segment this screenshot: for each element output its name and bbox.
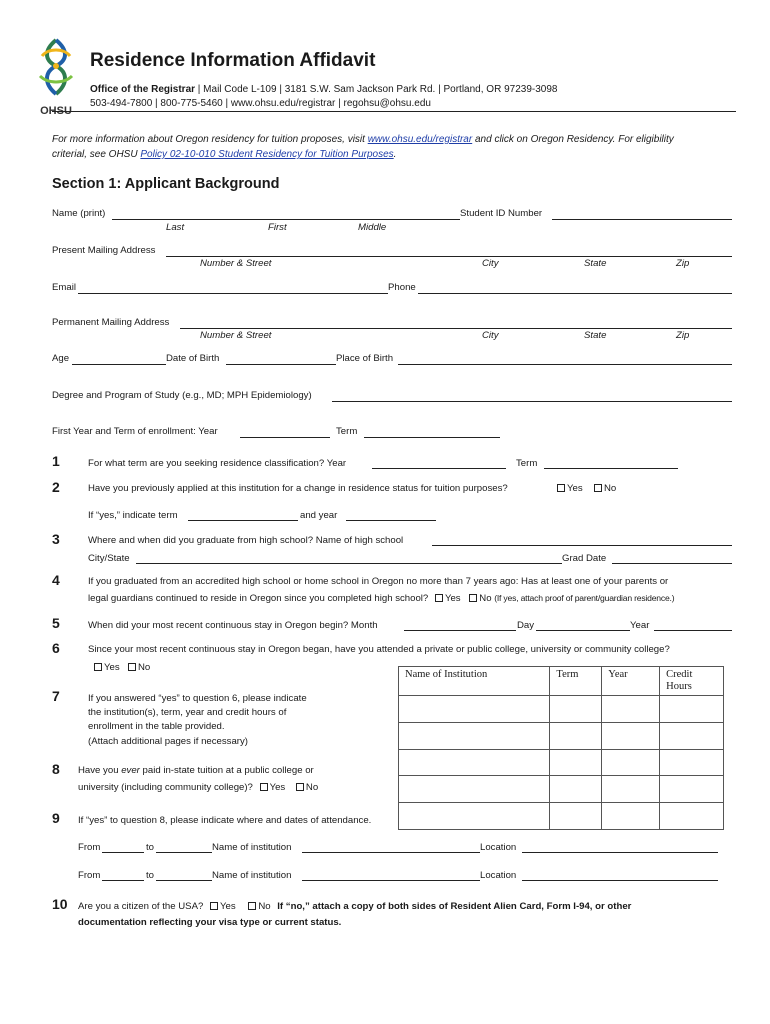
q5-text: When did your most recent continuous stay in Oregon begin? Month [88,620,378,631]
table-cell[interactable] [399,803,550,830]
q1-term-field[interactable] [544,468,678,469]
table-cell[interactable] [602,696,660,723]
q8-number: 8 [52,761,60,777]
from-field-2[interactable] [102,880,144,881]
table-cell[interactable] [550,803,602,830]
q10-bold-1: If “no,” attach a copy of both sides of Resident Alien Card, Form I-94, or other [277,901,632,912]
q2-year-field[interactable] [346,520,436,521]
q10-line-1 [78,901,631,912]
table-cell[interactable] [399,776,550,803]
state-caption: State [584,258,607,269]
q2-yes-option[interactable] [557,483,583,494]
table-row [399,696,724,723]
q5-number: 5 [52,615,60,631]
table-cell[interactable] [602,776,660,803]
student-id-label: Student ID Number [460,208,543,219]
institution-table [398,666,724,830]
q4-no-checkbox[interactable] [469,594,477,602]
q4-yes-label: Yes [444,593,461,604]
intro-text-3: criterial, see OHSU [52,149,141,160]
logo-text: OHSU [40,105,72,117]
q6-yes-option[interactable] [94,662,120,673]
q8-no-label: No [305,782,319,793]
first-caption: First [268,222,287,233]
q2-term-field[interactable] [188,520,298,521]
q2-number: 2 [52,479,60,495]
q3-city-state-field[interactable] [136,563,562,564]
q3-school-field[interactable] [432,545,732,546]
degree-field[interactable] [332,401,732,402]
q2-no-option[interactable] [594,483,616,494]
header-contact: 503-494-7800 | 800-775-5460 | www.ohsu.edu/registrar | regohsu@ohsu.edu [90,98,431,109]
q7-line-3: enrollment in the table provided. [88,721,225,732]
q10-no-label: No [258,901,271,912]
q7-line-2: the institution(s), term, year and credit hours of [88,707,287,718]
mailing-label: Present Mailing Address [52,245,156,256]
pob-label: Place of Birth [336,353,394,364]
q1-year-field[interactable] [372,468,506,469]
header-rule [52,111,736,112]
q2-yes-label: Yes [567,483,583,494]
q6-no-checkbox[interactable] [128,663,136,671]
institution-field-1[interactable] [302,852,480,853]
phone-label: Phone [388,282,416,293]
q8-line-1 [78,765,314,776]
header-year: Year [602,667,660,696]
first-year-label: First Year and Term of enrollment: Year [52,426,218,437]
q4-number: 4 [52,572,60,588]
city-caption: City [482,258,499,269]
header-address [90,84,557,95]
name-field[interactable] [112,219,460,220]
q7-line-1: If you answered “yes” to question 6, please indicate [88,693,307,704]
section-1-title: Section 1: Applicant Background [52,176,280,192]
q2-no-checkbox[interactable] [594,484,602,492]
q2-no-label: No [604,483,617,494]
q3-city-state-label: City/State [88,553,130,564]
q2-text: Have you previously applied at this institution for a change in residence status for tuition purposes? [88,483,508,494]
page-title: Residence Information Affidavit [90,50,376,71]
first-year-field[interactable] [240,437,330,438]
age-field[interactable] [72,364,166,365]
q10-line-2: documentation reflecting your visa type or current status. [78,917,342,928]
intro-line-2 [52,149,396,160]
location-label-2: Location [480,870,517,881]
table-cell[interactable] [660,776,724,803]
table-cell[interactable] [660,749,724,776]
q9-text: If “yes” to question 8, please indicate where and dates of attendance. [78,815,372,826]
city-caption-2: City [482,330,499,341]
from-label-2: From [78,870,101,881]
to-field-1[interactable] [156,852,212,853]
q10-number: 10 [52,896,68,912]
q8-yes-option[interactable] [260,782,286,793]
to-label-1: to [146,842,155,853]
q3-text: Where and when did you graduate from high school? Name of high school [88,535,404,546]
q2-followup-label: If “yes,” indicate term [88,510,178,521]
email-field[interactable] [78,293,388,294]
table-row [399,803,724,830]
permanent-label: Permanent Mailing Address [52,317,170,328]
pob-field[interactable] [398,364,732,365]
address-text: | Mail Code L-109 | 3181 S.W. Sam Jackson Park Rd. | Portland, OR 97239-3098 [195,84,558,95]
location-field-2[interactable] [522,880,718,881]
table-cell[interactable] [399,749,550,776]
email-label: Email [52,282,76,293]
q7-line-4: (Attach additional pages if necessary) [88,736,248,747]
q5-day-label: Day [517,620,535,631]
intro-text-4: . [393,149,397,160]
table-cell[interactable] [399,696,550,723]
table-row [399,776,724,803]
q6-no-option[interactable] [128,662,150,673]
middle-caption: Middle [358,222,387,233]
table-cell[interactable] [602,803,660,830]
q4-line-2 [88,593,674,604]
q9-number: 9 [52,810,60,826]
policy-link[interactable]: Policy 02-10-010 Student Residency for Tuition Purposes [140,149,394,160]
table-row [399,749,724,776]
q4-no-option[interactable] [469,593,491,604]
table-cell[interactable] [602,749,660,776]
dob-field[interactable] [226,364,336,365]
q10-no-option[interactable] [248,901,270,912]
q10-no-checkbox[interactable] [248,902,256,910]
q6-yes-checkbox[interactable] [94,663,102,671]
first-term-label: Term [336,426,358,437]
first-term-field[interactable] [364,437,500,438]
q8-line-1-em: ever [121,765,140,776]
office-label: Office of the Registrar [90,84,196,95]
location-field-1[interactable] [522,852,718,853]
degree-label: Degree and Program of Study (e.g., MD; MPH Epidemiology) [52,390,312,401]
q4-line-2-text: legal guardians continued to reside in Oregon since you completed high school? [88,593,429,604]
intro-line-1 [52,134,674,145]
q5-year-field[interactable] [654,630,732,631]
age-label: Age [52,353,70,364]
street-caption: Number & Street [200,258,272,269]
table-cell[interactable] [602,722,660,749]
q8-yes-checkbox[interactable] [260,783,268,791]
state-caption-2: State [584,330,607,341]
phone-field[interactable] [418,293,732,294]
header-credit-hours: Credit Hours [660,667,724,696]
zip-caption-2: Zip [676,330,690,341]
q4-no-label: No [479,593,492,604]
q4-yes-option[interactable] [435,593,461,604]
q10-text: Are you a citizen of the USA? [78,901,204,912]
table-cell[interactable] [550,696,602,723]
q1-text: For what term are you seeking residence classification? Year [88,458,347,469]
mailing-field[interactable] [166,256,732,257]
zip-caption: Zip [676,258,690,269]
q8-yes-label: Yes [269,782,286,793]
ohsu-logo [34,36,78,117]
table-cell[interactable] [550,722,602,749]
q2-yes-checkbox[interactable] [557,484,565,492]
table-header-row [399,667,724,696]
q8-line-1-pre: Have you [78,765,122,776]
q1-number: 1 [52,453,60,469]
q6-text: Since your most recent continuous stay in Oregon began, have you attended a private or public college, university or community college? [88,644,670,655]
q10-yes-checkbox[interactable] [210,902,218,910]
q8-no-option[interactable] [296,782,318,793]
q8-line-2-text: university (including community college)? [78,782,253,793]
q5-day-field[interactable] [536,630,630,631]
to-field-2[interactable] [156,880,212,881]
q6-no-label: No [138,662,151,673]
permanent-field[interactable] [180,328,732,329]
header-term: Term [550,667,602,696]
table-cell[interactable] [399,722,550,749]
from-label-1: From [78,842,101,853]
intro-text-2: and click on Oregon Residency. For eligibility [472,134,674,145]
intro-text-1: For more information about Oregon residency for tuition proposes, visit [52,134,368,145]
q3-number: 3 [52,531,60,547]
q8-line-2 [78,782,318,793]
table-cell[interactable] [550,749,602,776]
q6-yes-label: Yes [104,662,120,673]
q1-term-label: Term [516,458,538,469]
q4-line-1: If you graduated from an accredited high school or home school in Oregon no more than 7 years ago: Has at least one of your parents or [88,576,669,587]
q5-month-field[interactable] [404,630,516,631]
location-label-1: Location [480,842,517,853]
student-id-field[interactable] [552,219,732,220]
q5-year-label: Year [630,620,650,631]
q10-yes-label: Yes [220,901,236,912]
institution-label-1: Name of institution [212,842,292,853]
ohsu-logo-mark [34,36,78,100]
dob-label: Date of Birth [166,353,220,364]
q8-no-checkbox[interactable] [296,783,304,791]
institution-label-2: Name of institution [212,870,292,881]
name-label: Name (print) [52,208,106,219]
from-field-1[interactable] [102,852,144,853]
q2-and-year-label: and year [300,510,338,521]
q3-grad-date-label: Grad Date [562,553,607,564]
registrar-link[interactable]: www.ohsu.edu/registrar [367,134,473,145]
table-row [399,722,724,749]
q3-grad-date-field[interactable] [612,563,732,564]
table-cell[interactable] [660,696,724,723]
q7-number: 7 [52,688,60,704]
table-cell[interactable] [660,722,724,749]
header-institution: Name of Institution [399,667,550,696]
to-label-2: to [146,870,155,881]
street-caption-2: Number & Street [200,330,272,341]
table-cell[interactable] [550,776,602,803]
table-cell[interactable] [660,803,724,830]
q4-yes-checkbox[interactable] [435,594,443,602]
q10-yes-option[interactable] [210,901,236,912]
q6-number: 6 [52,640,60,656]
institution-field-2[interactable] [302,880,480,881]
q8-line-1-post: paid in-state tuition at a public college or [139,765,314,776]
last-caption: Last [166,222,185,233]
q4-note: (If yes, attach proof of parent/guardian residence.) [494,593,675,603]
